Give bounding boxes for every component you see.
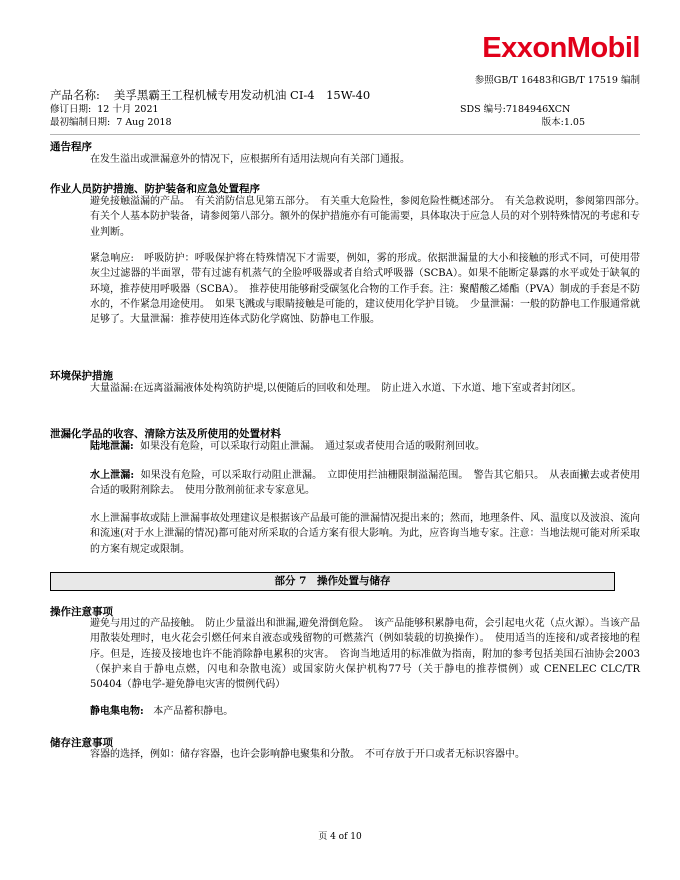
land-spill-paragraph [90,439,640,454]
handling-text: 避免与用过的产品接触。 防止少量溢出和泄漏,避免滑倒危险。 该产品能够积累静电荷，会引起电火花（点火源）。当该产品用散装处理时，电火花会引燃任何来自液态或残留物的可燃蒸汽（例如装载的切换操作）。 使用适当的连接和/或者接地的程序。但是，连接及接地也许不能消除静电累积的灾害。 咨询当地适用的标准做为指南，附加的参考包括美国石油协会2003（保护来自于静电点燃，闪电和杂散电流）或国家防火保护机构77号（关于静电的推荐惯例）或 CENELEC CLC/TR 50404（静电学-避免静电灾害的惯例代码） [90,618,640,691]
version: 版本:1.05 [541,117,585,128]
containment-heading: 泄漏化学品的收容、清除方法及所使用的处置材料 [50,428,281,440]
water-spill-text: 如果没有危险，可以采取行动阻止泄漏。 立即使用拦油栅限制溢漏范围。 警告其它船只。 从表面撇去或者使用合适的吸附剂除去。 使用分散剂前征求专家意见。 [90,470,641,497]
spill-advice-text: 水上泄漏事故或陆上泄漏事故处理建议是根据该产品最可能的泄漏情况提出来的；然而，地理条件、风、温度以及波浪、流向和流速(对于水上泄漏的情况)都可能对所采取的合适方案有很大影响。为此，应咨询当地专家。注意：当地法规可能对所采取的方案有规定或限制。 [90,513,640,555]
revision-label: 修订日期: [50,104,92,115]
environment-heading: 环境保护措施 [50,370,113,382]
first-edit-label: 最初编制日期: [50,117,111,128]
environment-text: 大量溢漏:在远离溢漏液体处构筑防护堤,以便随后的回收和处理。 防止进入水道、下水道、地下室或者封闭区。 [90,383,582,394]
static-accumulator-label: 静电集电物: [90,706,144,717]
first-edit-date: 7 Aug 2018 [116,117,172,128]
revision-line [50,101,585,115]
product-label: 产品名称: [50,88,100,102]
water-spill-paragraph [90,468,640,499]
first-edit-line [50,114,585,128]
personal-protection-text: 避免接触溢漏的产品。 有关消防信息见第五部分。 有关重大危险性，参阅危险性概述部分。 有关急救说明，参阅第四部分。 有关个人基本防护装备，请参阅第八部分。额外的保护措施亦有可能需要，具体取决于应急人员的对个别特殊情况的考虑和专业判断。 [90,196,650,238]
sds-number: SDS 编号:7184946XCN [460,104,571,115]
emergency-response-text: 紧急响应: 呼吸防护：呼吸保护将在特殊情况下才需要，例如，雾的形成。依据泄漏量的大小和接触的形式不同，可使用带灰尘过滤器的半面罩，带有过滤有机蒸气的全脸呼吸器或者自给式呼吸器（SCBA）。如果不能断定暴露的水平或处于缺氧的环境，推荐使用呼吸器（SCBA）。 推荐使用能够耐受碳氢化合物的工作手套。注：聚醋酸乙烯酯（PVA）制成的手套是不防水的，不作紧急用途使用。 如果飞溅或与眼睛接触是可能的，建议使用化学护目镜。 少量泄漏：一般的防静电工作服通常就足够了。大量泄漏：推荐使用连体式防化学腐蚀、防静电工作服。 [90,253,640,326]
storage-heading: 储存注意事项 [50,737,113,749]
revision-date: 12 十月 2021 [97,104,159,115]
land-spill-label: 陆地泄漏: [90,441,134,452]
water-spill-label: 水上泄漏: [90,470,135,481]
land-spill-text: 如果没有危险，可以采取行动阻止泄漏。 通过泵或者使用合适的吸附剂回收。 [140,441,486,452]
storage-text: 容器的选择，例如：储存容器，也许会影响静电聚集和分散。 不可存放于开口或者无标识容器中。 [90,749,525,760]
reference-note: 参照GB/T 16483和GB/T 17519 编制 [474,75,640,86]
handling-heading: 操作注意事项 [50,606,113,618]
exxonmobil-logo: ExxonMobil [482,32,640,64]
page-number: 页 4 of 10 [318,832,362,842]
header-divider [50,134,640,135]
static-accumulator-paragraph [90,704,640,719]
static-accumulator-text: 本产品蓄积静电。 [153,706,234,717]
product-name: 美孚黑霸王工程机械专用发动机油 CI-4 15W-40 [113,88,371,102]
part7-banner: 部分 7 操作处置与储存 [50,572,615,591]
notification-heading: 通告程序 [50,141,92,153]
notification-text: 在发生溢出或泄漏意外的情况下，应根据所有适用法规向有关部门通报。 [90,154,410,165]
personal-protection-heading: 作业人员防护措施、防护装备和应急处置程序 [50,183,260,195]
